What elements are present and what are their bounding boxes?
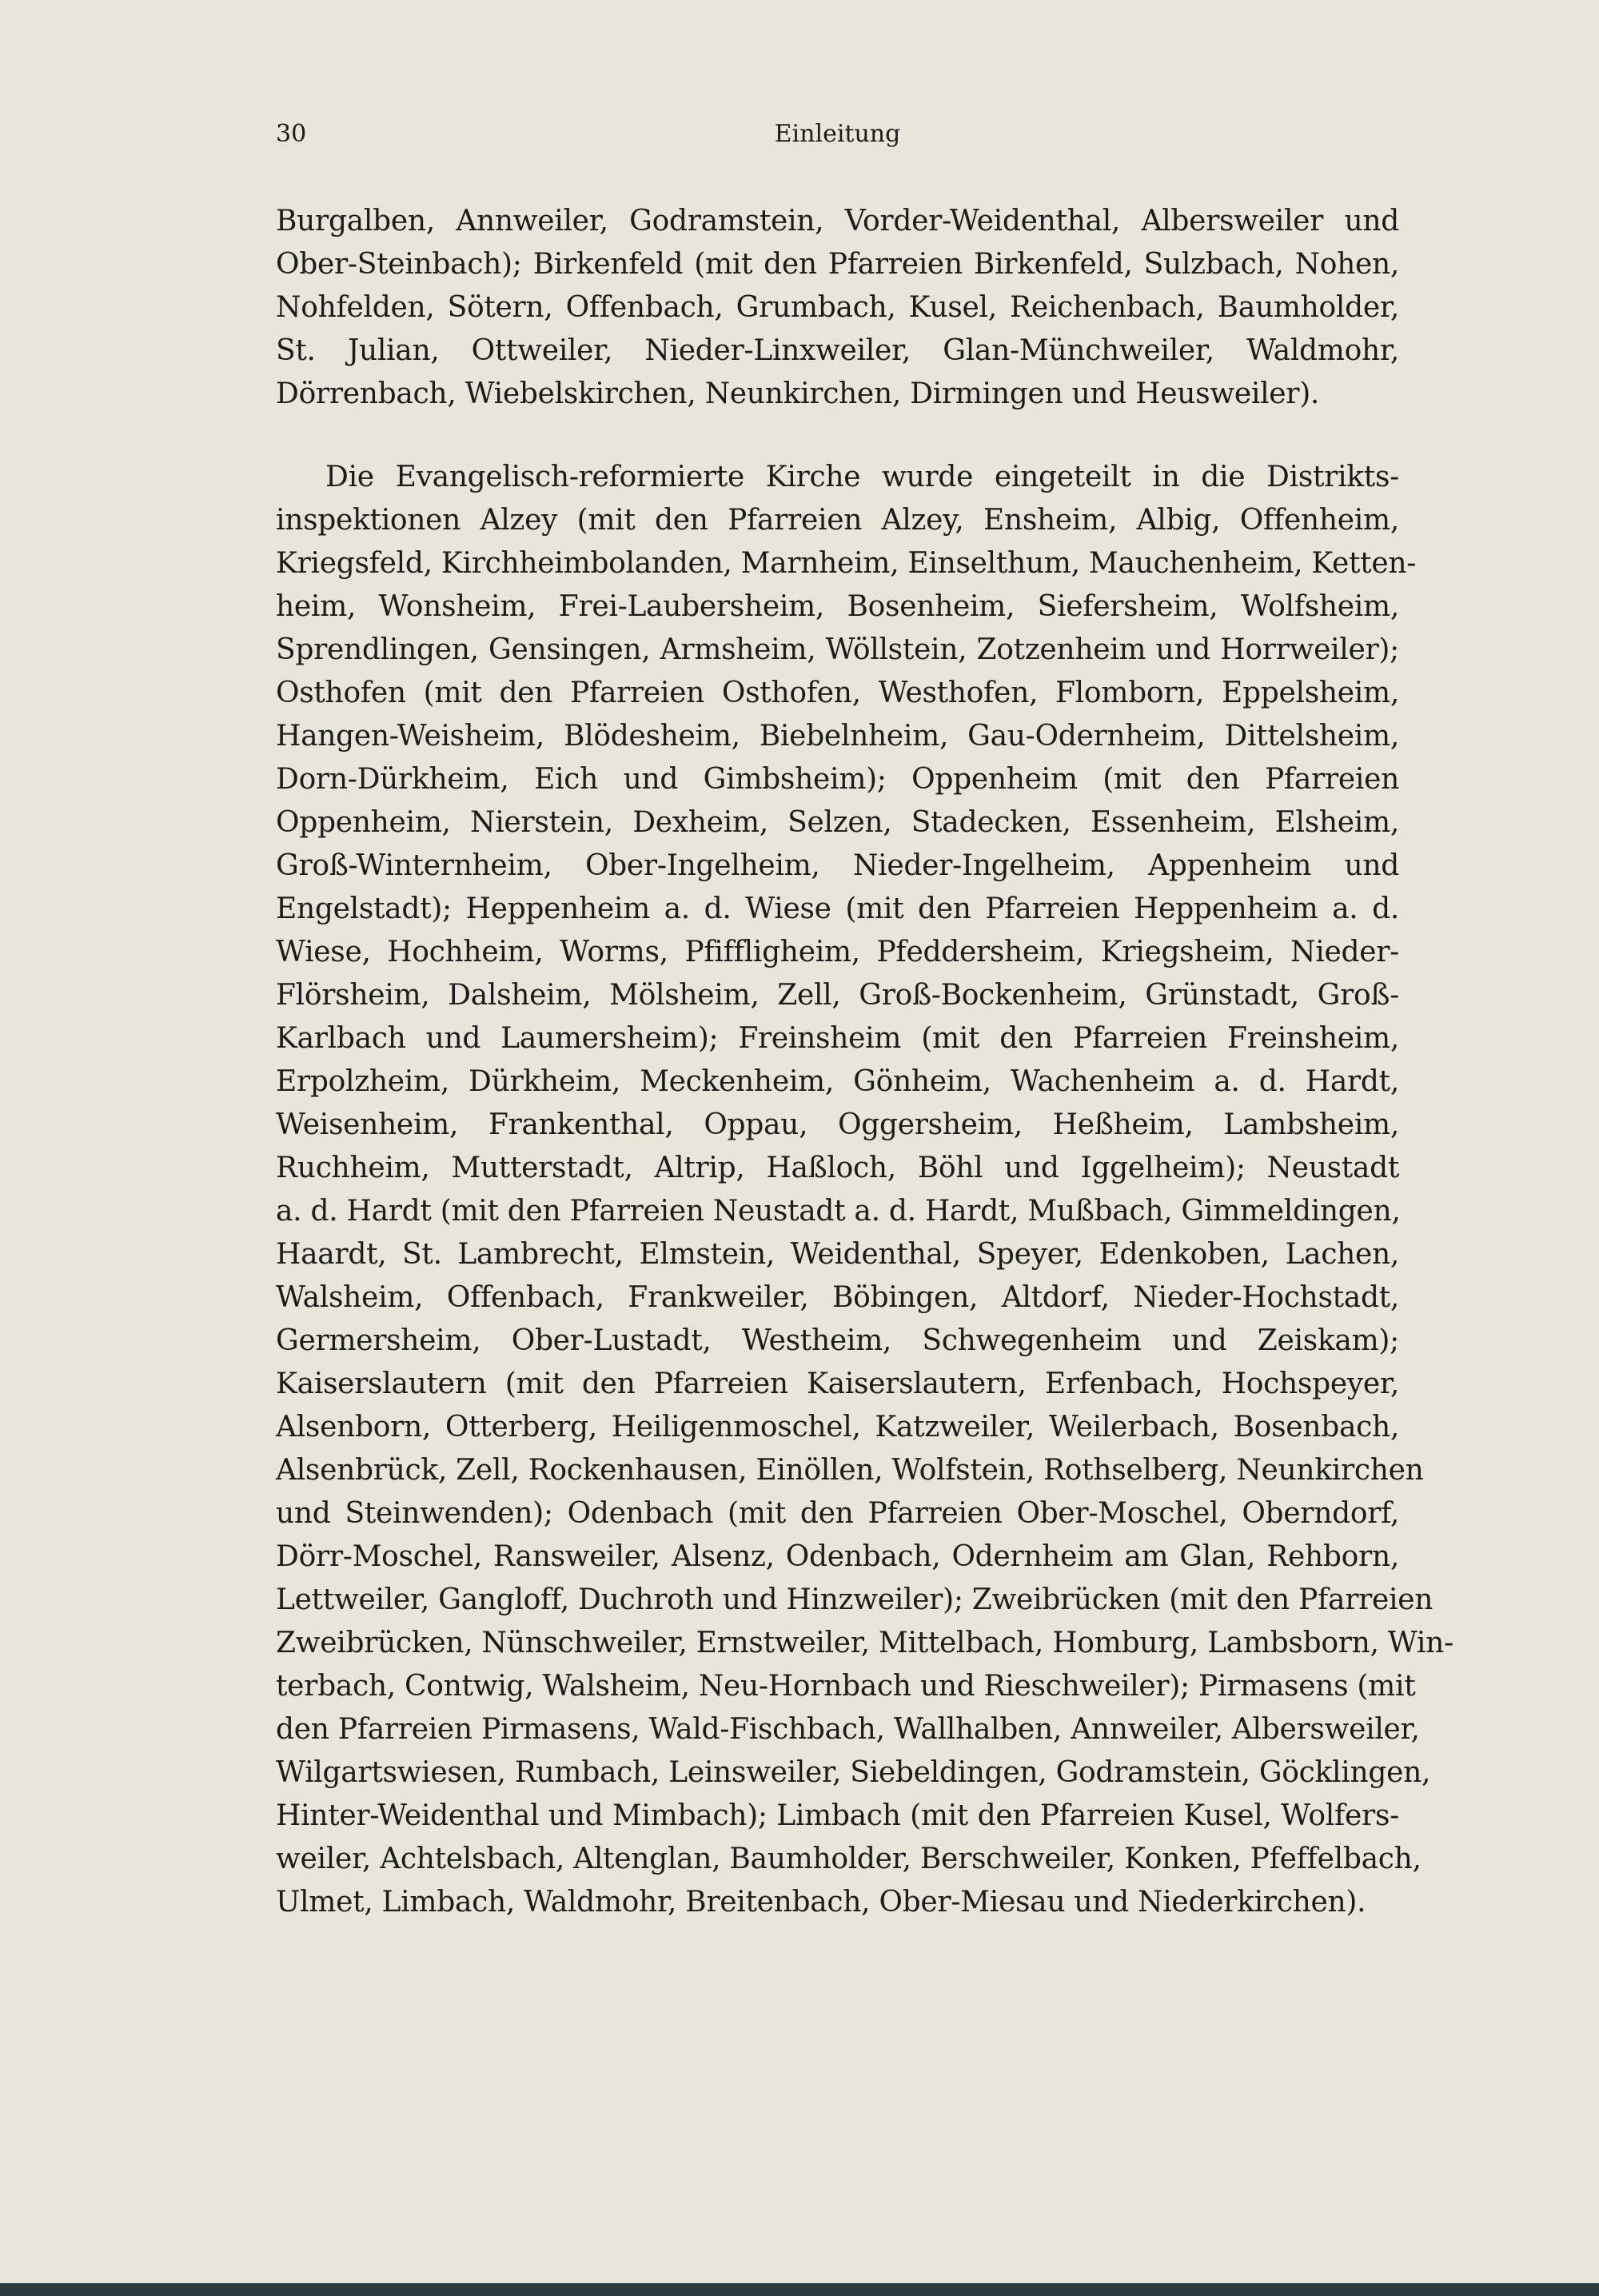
text-line: Dörr-Moschel, Ransweiler, Alsenz, Odenbach, Odernheim am Glan, Rehborn, [276, 1540, 1399, 1573]
text-line: Nohfelden, Sötern, Offenbach, Grumbach, Kusel, Reichenbach, Baumholder, [276, 291, 1399, 324]
text-line: Karlbach und Laumersheim); Freinsheim (mit den Pfarreien Freinsheim, [276, 1022, 1399, 1055]
page-header [276, 120, 1399, 160]
text-line: Kriegsfeld, Kirchheimbolanden, Marnheim, Einselthum, Mauchenheim, Ketten- [276, 547, 1417, 580]
text-line: Osthofen (mit den Pfarreien Osthofen, Westhofen, Flomborn, Eppelsheim, [276, 677, 1399, 709]
text-line: Sprendlingen, Gensingen, Armsheim, Wöllstein, Zotzenheim und Horrweiler); [276, 633, 1399, 666]
text-line: Zweibrücken, Nünschweiler, Ernstweiler, Mittelbach, Homburg, Lambsborn, Win- [276, 1627, 1453, 1659]
text-line: Flörsheim, Dalsheim, Mölsheim, Zell, Groß-Bockenheim, Grünstadt, Groß- [276, 979, 1399, 1012]
text-line: Burgalben, Annweiler, Godramstein, Vorder-Weidenthal, Albersweiler und [276, 205, 1399, 238]
text-line: Oppenheim, Nierstein, Dexheim, Selzen, Stadecken, Essenheim, Elsheim, [276, 806, 1399, 839]
page-edge [0, 2283, 1599, 2296]
paragraph-2 [276, 456, 1453, 1924]
text-line: Alsenborn, Otterberg, Heiligenmoschel, Katzweiler, Weilerbach, Bosenbach, [276, 1411, 1399, 1443]
text-line: inspektionen Alzey (mit den Pfarreien Alzey, Ensheim, Albig, Offenheim, [276, 504, 1399, 537]
text-line: Walsheim, Offenbach, Frankweiler, Böbingen, Altdorf, Nieder-Hochstadt, [276, 1281, 1399, 1314]
text-line: Kaiserslautern (mit den Pfarreien Kaiserslautern, Erfenbach, Hochspeyer, [276, 1368, 1399, 1400]
text-line: Die Evangelisch-reformierte Kirche wurde eingeteilt in die Distrikts- [325, 461, 1399, 493]
text-line: Lettweiler, Gangloff, Duchroth und Hinzweiler); Zweibrücken (mit den Pfarreien [276, 1583, 1434, 1616]
text-line: Weisenheim, Frankenthal, Oppau, Oggersheim, Heßheim, Lambsheim, [276, 1108, 1399, 1141]
text-line: St. Julian, Ottweiler, Nieder-Linxweiler, Glan-Münchweiler, Waldmohr, [276, 334, 1399, 367]
text-line: Hangen-Weisheim, Blödesheim, Biebelnheim, Gau-Odernheim, Dittelsheim, [276, 720, 1399, 753]
paragraph-1 [276, 200, 1399, 416]
text-line: den Pfarreien Pirmasens, Wald-Fischbach, Wallhalben, Annweiler, Albersweiler, [276, 1713, 1420, 1746]
text-line: Engelstadt); Heppenheim a. d. Wiese (mit den Pfarreien Heppenheim a. d. [276, 892, 1399, 925]
text-line: und Steinwenden); Odenbach (mit den Pfarreien Ober-Moschel, Oberndorf, [276, 1497, 1399, 1530]
text-line: Wiese, Hochheim, Worms, Pfiffligheim, Pfeddersheim, Kriegsheim, Nieder- [276, 936, 1399, 968]
text-line: Alsenbrück, Zell, Rockenhausen, Einöllen, Wolfstein, Rothselberg, Neunkirchen [276, 1454, 1424, 1487]
running-title: Einleitung [774, 120, 901, 148]
text-line: Germersheim, Ober-Lustadt, Westheim, Schwegenheim und Zeiskam); [276, 1324, 1399, 1357]
text-line: Groß-Winternheim, Ober-Ingelheim, Nieder-Ingelheim, Appenheim und [276, 849, 1399, 882]
text-line: Dörrenbach, Wiebelskirchen, Neunkirchen, Dirmingen und Heusweiler). [276, 377, 1320, 410]
text-line: Ober-Steinbach); Birkenfeld (mit den Pfarreien Birkenfeld, Sulzbach, Nohen, [276, 248, 1399, 281]
page-number: 30 [276, 120, 307, 148]
text-line: Dorn-Dürkheim, Eich und Gimbsheim); Oppenheim (mit den Pfarreien [276, 763, 1399, 796]
text-line: Hinter-Weidenthal und Mimbach); Limbach (mit den Pfarreien Kusel, Wolfers- [276, 1799, 1399, 1832]
text-line: a. d. Hardt (mit den Pfarreien Neustadt a. d. Hardt, Mußbach, Gimmeldingen, [276, 1195, 1401, 1228]
text-line: weiler, Achtelsbach, Altenglan, Baumholder, Berschweiler, Konken, Pfeffelbach, [276, 1843, 1422, 1875]
text-line: Erpolzheim, Dürkheim, Meckenheim, Gönheim, Wachenheim a. d. Hardt, [276, 1065, 1399, 1098]
text-line: Ulmet, Limbach, Waldmohr, Breitenbach, Ober-Miesau und Niederkirchen). [276, 1886, 1366, 1919]
text-line: Ruchheim, Mutterstadt, Altrip, Haßloch, Böhl und Iggelheim); Neustadt [276, 1152, 1399, 1184]
text-line: heim, Wonsheim, Frei-Laubersheim, Bosenheim, Siefersheim, Wolfsheim, [276, 590, 1399, 623]
text-line: Haardt, St. Lambrecht, Elmstein, Weidenthal, Speyer, Edenkoben, Lachen, [276, 1238, 1399, 1271]
text-line: terbach, Contwig, Walsheim, Neu-Hornbach und Rieschweiler); Pirmasens (mit [276, 1670, 1416, 1703]
text-line: Wilgartswiesen, Rumbach, Leinsweiler, Siebeldingen, Godramstein, Göcklingen, [276, 1756, 1431, 1789]
